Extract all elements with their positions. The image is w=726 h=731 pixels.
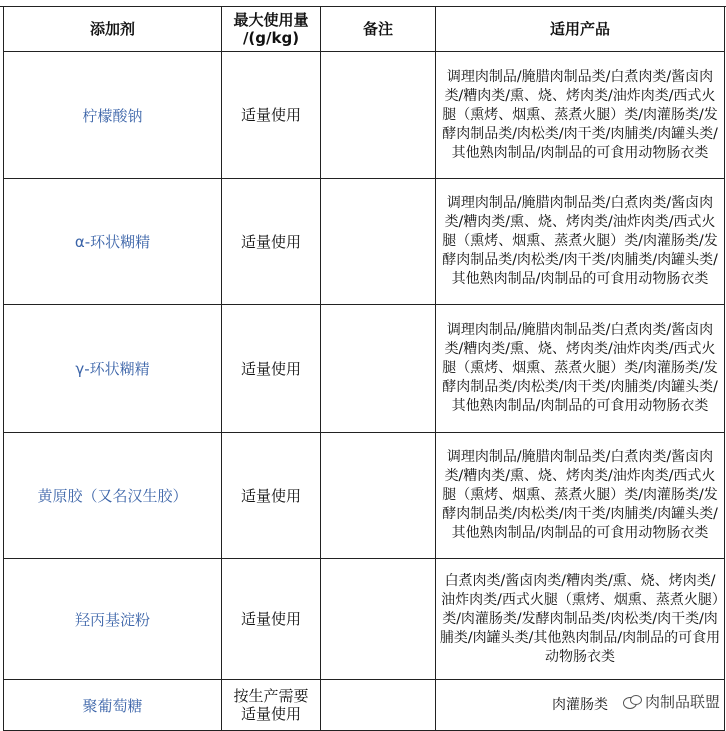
applicable-products: 白煮肉类/酱卤肉类/糟肉类/熏、烧、烤肉类/油炸肉类/西式火腿（熏烤、烟熏、蒸煮火腿）类/肉灌肠类/发酵肉制品类/肉松类/肉干类/肉脯类/肉罐头类/其他熟肉制品/肉制品的可食用动物肠衣类 xyxy=(436,559,725,680)
table-row xyxy=(4,680,725,731)
header-products: 适用产品 xyxy=(436,7,725,52)
remarks-cell xyxy=(321,680,436,731)
watermark-text: 肉制品联盟 xyxy=(644,693,720,711)
additive-table xyxy=(3,6,725,731)
remarks-cell xyxy=(321,52,436,179)
additive-name: α-环状糊精 xyxy=(4,179,222,305)
table-row xyxy=(4,433,725,559)
remarks-cell xyxy=(321,433,436,559)
table-row xyxy=(4,305,725,433)
usage-amount: 适量使用 xyxy=(222,433,321,559)
usage-amount: 适量使用 xyxy=(222,305,321,433)
additive-name: 聚葡萄糖 xyxy=(4,680,222,731)
additive-name: γ-环状糊精 xyxy=(4,305,222,433)
additive-name: 柠檬酸钠 xyxy=(4,52,222,179)
table-row xyxy=(4,559,725,680)
remarks-cell xyxy=(321,305,436,433)
usage-amount xyxy=(222,680,321,731)
usage-amount: 适量使用 xyxy=(222,179,321,305)
applicable-products: 肉灌肠类 xyxy=(436,680,725,731)
remarks-cell xyxy=(321,559,436,680)
applicable-products: 调理肉制品/腌腊肉制品类/白煮肉类/酱卤肉类/糟肉类/熏、烧、烤肉类/油炸肉类/西式火腿（熏烤、烟熏、蒸煮火腿）类/肉灌肠类/发酵肉制品类/肉松类/肉干类/肉脯类/肉罐头类/其他熟肉制品/肉制品的可食用动物肠衣类 xyxy=(436,305,725,433)
remarks-cell xyxy=(321,179,436,305)
additive-name: 黄原胶（又名汉生胶） xyxy=(4,433,222,559)
usage-amount-text: 按生产需要 适量使用 xyxy=(233,687,309,723)
usage-amount: 适量使用 xyxy=(222,52,321,179)
watermark xyxy=(623,691,720,712)
wechat-icon xyxy=(623,695,641,709)
table-row xyxy=(4,179,725,305)
table-header-row xyxy=(4,7,725,52)
header-max-usage-text: 最大使用量 /(g/kg) xyxy=(233,11,309,47)
applicable-products: 调理肉制品/腌腊肉制品类/白煮肉类/酱卤肉类/糟肉类/熏、烧、烤肉类/油炸肉类/西式火腿（熏烤、烟熏、蒸煮火腿）类/肉灌肠类/发酵肉制品类/肉松类/肉干类/肉脯类/肉罐头类/其他熟肉制品/肉制品的可食用动物肠衣类 xyxy=(436,52,725,179)
applicable-products: 调理肉制品/腌腊肉制品类/白煮肉类/酱卤肉类/糟肉类/熏、烧、烤肉类/油炸肉类/西式火腿（熏烤、烟熏、蒸煮火腿）类/肉灌肠类/发酵肉制品类/肉松类/肉干类/肉脯类/肉罐头类/其他熟肉制品/肉制品的可食用动物肠衣类 xyxy=(436,433,725,559)
header-max-usage xyxy=(222,7,321,52)
usage-amount: 适量使用 xyxy=(222,559,321,680)
header-remarks: 备注 xyxy=(321,7,436,52)
additive-name: 羟丙基淀粉 xyxy=(4,559,222,680)
header-additive: 添加剂 xyxy=(4,7,222,52)
table-row xyxy=(4,52,725,179)
applicable-products: 调理肉制品/腌腊肉制品类/白煮肉类/酱卤肉类/糟肉类/熏、烧、烤肉类/油炸肉类/西式火腿（熏烤、烟熏、蒸煮火腿）类/肉灌肠类/发酵肉制品类/肉松类/肉干类/肉脯类/肉罐头类/其他熟肉制品/肉制品的可食用动物肠衣类 xyxy=(436,179,725,305)
